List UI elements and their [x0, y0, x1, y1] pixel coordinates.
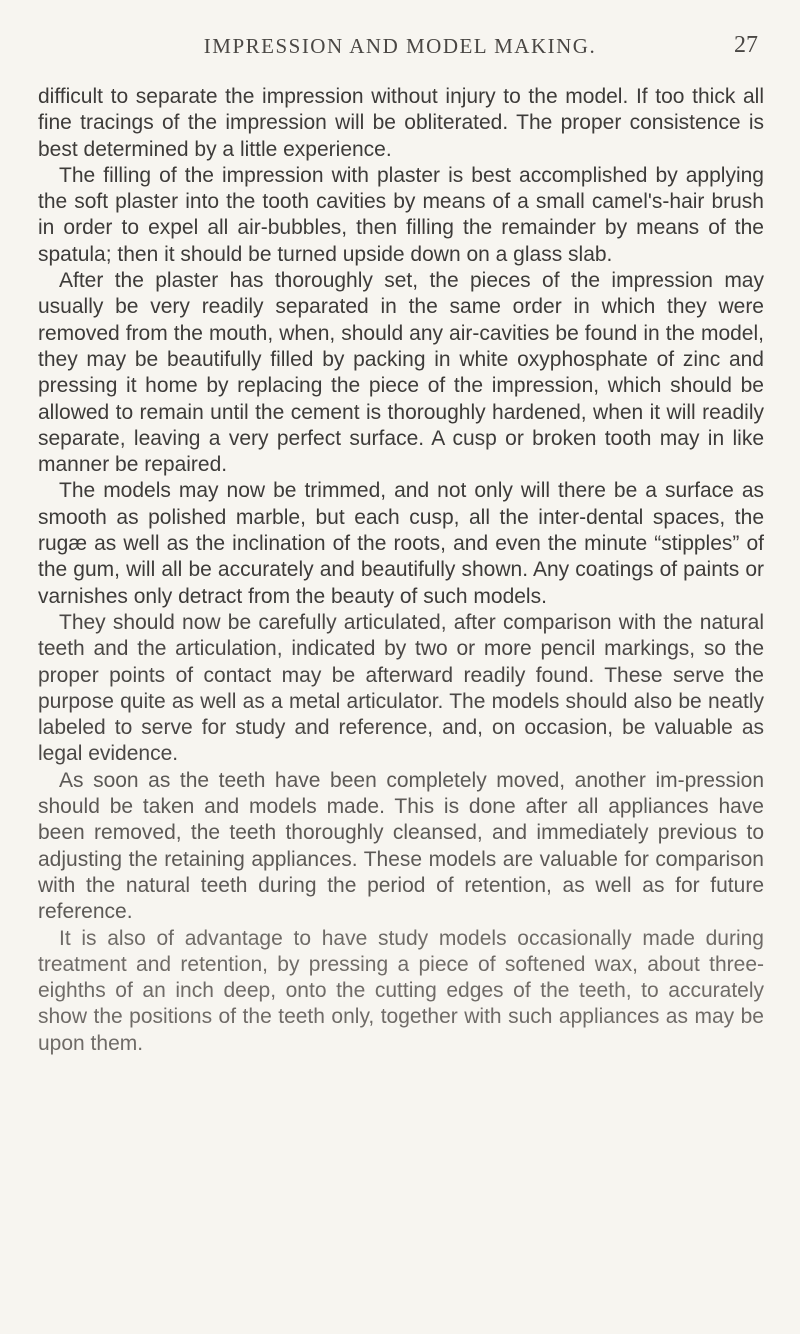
paragraph-2: The filling of the impression with plaster is best accomplished by applying the soft plaster into the tooth cavities by means of a small camel's-hair brush in order to expel all air-bubbles, then filling the remainder by means of the spatula; then it should be turned upside down on a glass slab. [38, 163, 764, 266]
running-title: IMPRESSION AND MODEL MAKING. [203, 34, 597, 58]
paragraph-4: The models may now be trimmed, and not only will there be a surface as smooth as polished marble, but each cusp, all the inter-dental spaces, the rugæ as well as the inclination of the roots, and even the minute “stipples” of the gum, will all be accurately and beautifully shown. Any coatings of paints or varnishes only detract from the beauty of such models. [38, 479, 764, 608]
paragraph-1: difficult to separate the impression without injury to the model. If too thick all fine tracings of the impression will be obliterated. The proper consistence is best determined by a little experience. [38, 85, 764, 161]
page-number: 27 [734, 32, 758, 58]
paragraph-3: After the plaster has thoroughly set, the pieces of the impression may usually be very readily separated in the same order in which they were removed from the mouth, when, should any air-cavities be found in the model, they may be beautifully filled by packing in white oxyphosphate of zinc and pressing it home by replacing the piece of the impression, which should be allowed to remain until the cement is thoroughly hardened, when it will readily separate, leaving a very perfect surface. A cusp or broken tooth may in like manner be repaired. [38, 269, 764, 477]
paragraph-6: As soon as the teeth have been completely moved, another im-pression should be taken and models made. This is done after all appliances have been removed, the teeth thoroughly cleansed, and immediately previous to adjusting the retaining appliances. These models are valuable for comparison with the natural teeth during the period of retention, as well as for future reference. [38, 768, 764, 924]
paragraph-5: They should now be carefully articulated, after comparison with the natural teeth and the articulation, indicated by two or more pencil markings, so the proper points of contact may be afterward readily found. These serve the purpose quite as well as a metal articulator. The models should also be neatly labeled to serve for study and reference, and, on occasion, be valuable as legal evidence. [38, 610, 764, 766]
running-head [0, 34, 800, 64]
body-text [38, 84, 764, 1057]
paragraph-7: It is also of advantage to have study models occasionally made during treatment and retention, by pressing a piece of softened wax, about three-eighths of an inch deep, onto the cutting edges of the teeth, to accurately show the positions of the teeth only, together with such appliances as may be upon them. [38, 926, 764, 1055]
